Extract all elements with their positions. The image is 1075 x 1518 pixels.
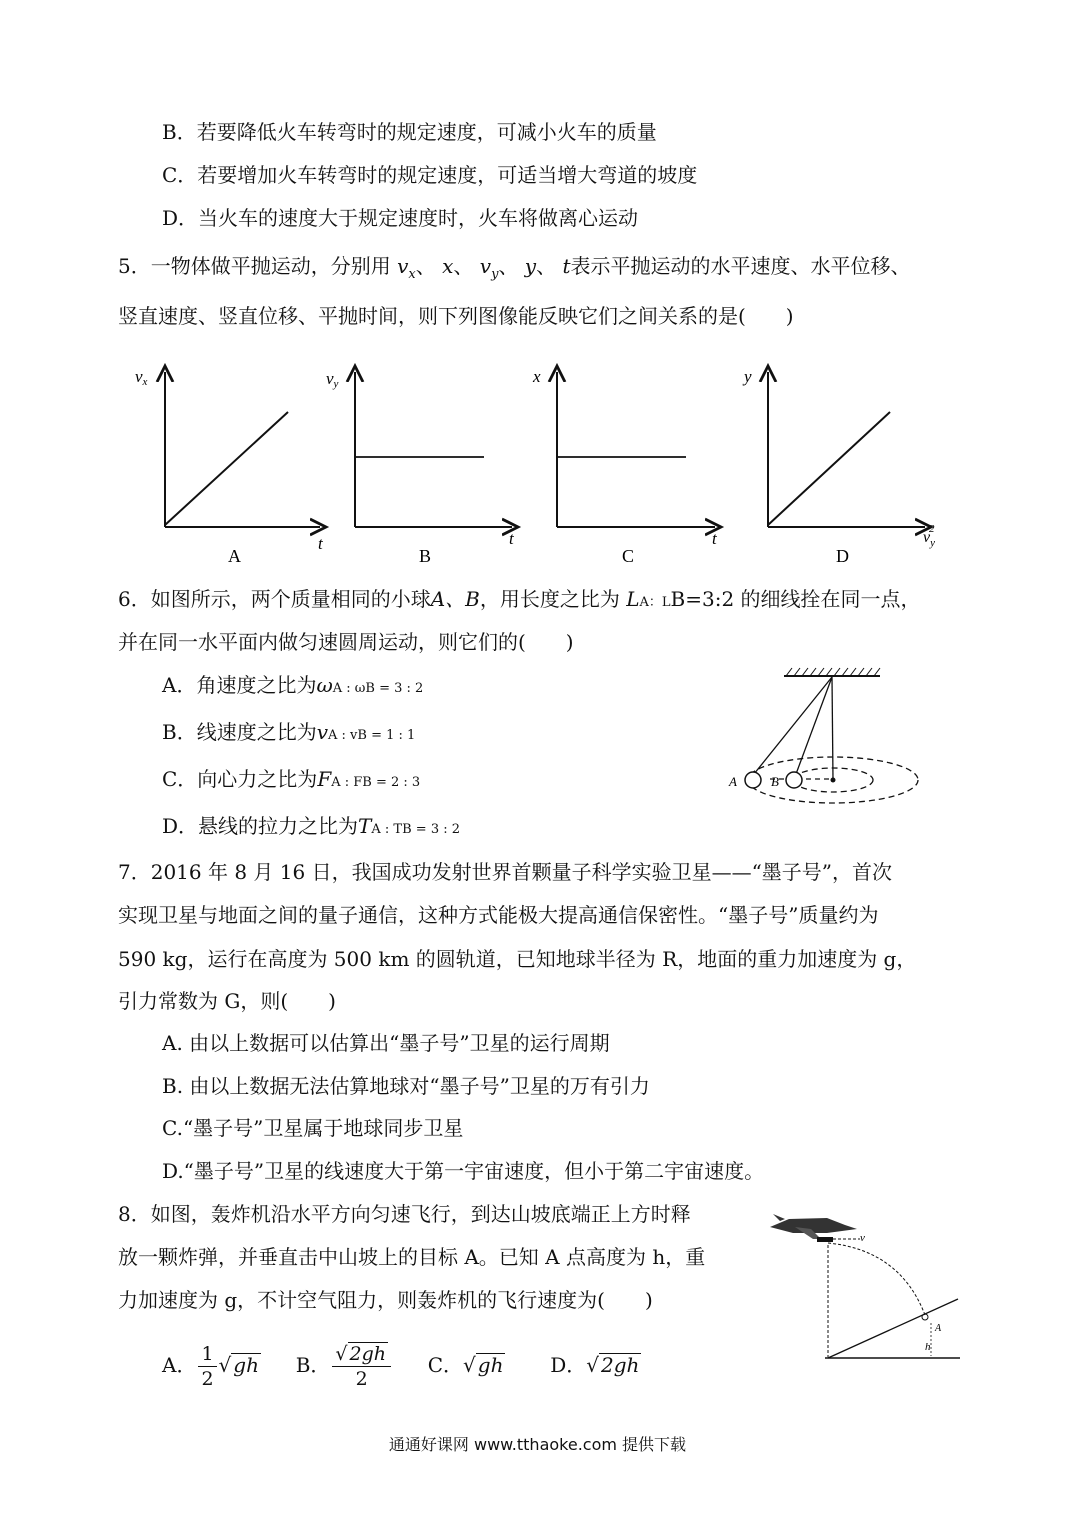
q4-option-b: B．若要降低火车转弯时的规定速度，可减小火车的质量	[162, 120, 657, 144]
graph-c-xlabel: t	[712, 529, 717, 548]
graph-b-label: B	[419, 546, 432, 566]
q5-graphs	[120, 360, 960, 570]
graph-b-ylabel: vy	[326, 369, 339, 390]
q4-option-c: C．若要增加火车转弯时的规定速度，可适当增大弯道的坡度	[162, 163, 698, 187]
q7-stem-line4: 引力常数为 G，则( )	[118, 989, 336, 1013]
q6-fig-label-b: B	[771, 774, 779, 789]
q7-option-a: A. 由以上数据可以估算出“墨子号”卫星的运行周期	[162, 1031, 610, 1055]
graph-d-ylabel: y	[744, 367, 752, 386]
graph-a-ylabel: vx	[135, 367, 148, 388]
graph-c	[532, 367, 718, 566]
graph-d	[742, 367, 935, 566]
q8-fig-label-v: v	[860, 1232, 865, 1244]
footer-source: 通通好课网 www.tthaoke.com 提供下载	[388, 1435, 687, 1454]
q7-stem-line2: 实现卫星与地面之间的量子通信，这种方式能极大提高通信保密性。“墨子号”质量约为	[118, 903, 879, 927]
q5-stem-line1: 5．一物体做平抛运动，分别用 $v_x$、 x、 $v_y$、 y、 t表示平抛运动的水平速度、水平位移、	[118, 254, 911, 282]
q8-fig-label-a: A	[935, 1323, 942, 1334]
graph-c-ylabel: x	[533, 367, 541, 386]
graph-b	[326, 369, 515, 566]
graph-a-xlabel: t	[318, 534, 323, 553]
q8-stem-line3: 力加速度为 g，不计空气阻力，则轰炸机的飞行速度为( )	[118, 1288, 653, 1312]
q8-option-c: C．√ gh	[427, 1353, 504, 1377]
q4-option-d: D．当火车的速度大于规定速度时，火车将做离心运动	[162, 206, 639, 230]
q7-stem-line1: 7．2016 年 8 月 16 日，我国成功发射世界首颗量子科学实验卫星——“墨子号”，首次	[118, 860, 893, 884]
graph-d-label: D	[836, 546, 849, 566]
q6-option-d: D．悬线的拉力之比为TA : TB = 3 : 2	[162, 814, 461, 838]
q8-stem-line2: 放一颗炸弹，并垂直击中山坡上的目标 A。已知 A 点高度为 h，重	[118, 1245, 706, 1269]
q5-stem-line2: 竖直速度、竖直位移、平抛时间，则下列图像能反映它们之间关系的是( )	[118, 304, 794, 328]
graph-c-label: C	[622, 546, 635, 566]
graph-d-xlabel: $v_y2$	[923, 523, 935, 549]
q8-options	[162, 1340, 641, 1391]
q6-stem-line1: 6．如图所示，两个质量相同的小球A、B，用长度之比为 LA：LB=3:2 的细线拴在同一点，	[118, 587, 921, 611]
q7-stem-line3: 590 kg，运行在高度为 500 km 的圆轨道，已知地球半径为 R，地面的重力加速度为 g，	[118, 947, 917, 971]
q6-fig-label-a: A	[729, 774, 737, 789]
bomber-icon	[770, 1214, 857, 1242]
q8-stem-line1: 8．如图，轰炸机沿水平方向匀速飞行，到达山坡底端正上方时释	[118, 1202, 691, 1226]
graph-a-label: A	[228, 546, 241, 566]
q8-option-d: D．√ 2gh	[550, 1353, 640, 1377]
q6-pendulum-figure	[720, 660, 960, 810]
q8-option-b: B． $\frac{√ 2gh}{2}$	[296, 1353, 400, 1377]
q6-option-b: B．线速度之比为vA : vB = 1 : 1	[162, 720, 416, 744]
q6-option-a: A．角速度之比为ωA : ωB = 3 : 2	[162, 673, 424, 697]
q7-option-b: B. 由以上数据无法估算地球对“墨子号”卫星的万有引力	[162, 1074, 650, 1098]
q7-option-c: C.“墨子号”卫星属于地球同步卫星	[162, 1116, 464, 1140]
graph-b-xlabel: t	[509, 529, 514, 548]
q8-fig-label-h: h	[925, 1341, 931, 1353]
q6-option-c: C．向心力之比为FA : FB = 2 : 3	[162, 767, 421, 791]
q7-option-d: D.“墨子号”卫星的线速度大于第一宇宙速度，但小于第二宇宙速度。	[162, 1159, 765, 1183]
graph-a	[135, 367, 324, 566]
q8-option-a: A． $\frac{1}{2}$ √ gh	[162, 1343, 259, 1390]
q6-stem-line2: 并在同一水平面内做匀速圆周运动，则它们的( )	[118, 630, 574, 654]
q8-bomber-figure	[765, 1205, 965, 1375]
